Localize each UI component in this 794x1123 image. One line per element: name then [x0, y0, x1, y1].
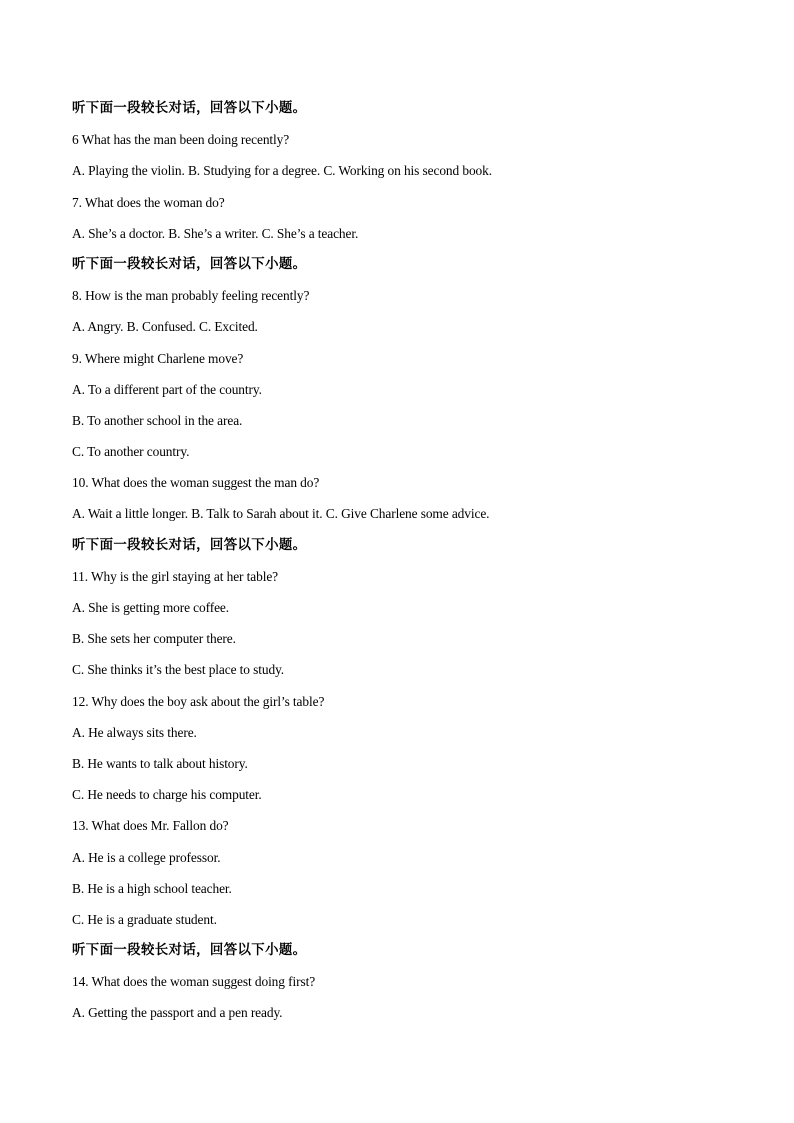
- answer-options: A. To a different part of the country.: [72, 381, 262, 397]
- answer-options: A. He is a college professor.: [72, 849, 221, 865]
- answer-options: B. He is a high school teacher.: [72, 880, 232, 896]
- answer-options: A. Getting the passport and a pen ready.: [72, 1005, 283, 1021]
- answer-options: A. She’s a doctor. B. She’s a writer. C. She’s a teacher.: [72, 225, 359, 241]
- answer-options: C. He needs to charge his computer.: [72, 787, 262, 803]
- section-heading: 听下面一段较长对话，回答以下小题。: [72, 537, 307, 553]
- section-heading: 听下面一段较长对话，回答以下小题。: [72, 101, 307, 116]
- answer-options: C. To another country.: [72, 444, 190, 460]
- answer-options: A. Angry. B. Confused. C. Excited.: [72, 319, 258, 335]
- answer-options: C. He is a graduate student.: [72, 911, 217, 927]
- answer-options: C. She thinks it’s the best place to study.: [72, 662, 285, 678]
- question-text: 11. Why is the girl staying at her table?: [72, 568, 279, 584]
- answer-options: A. He always sits there.: [72, 724, 197, 740]
- question-text: 12. Why does the boy ask about the girl’s table?: [72, 693, 325, 709]
- section-heading: 听下面一段较长对话，回答以下小题。: [72, 256, 307, 272]
- question-text: 7. What does the woman do?: [72, 194, 225, 210]
- answer-options: B. She sets her computer there.: [72, 631, 236, 647]
- question-text: 10. What does the woman suggest the man do?: [72, 475, 320, 491]
- question-text: 9. Where might Charlene move?: [72, 350, 244, 366]
- question-text: 13. What does Mr. Fallon do?: [72, 818, 229, 834]
- answer-options: B. To another school in the area.: [72, 412, 243, 428]
- answer-options: A. Wait a little longer. B. Talk to Sarah about it. C. Give Charlene some advice.: [72, 506, 490, 522]
- document-body: [72, 99, 722, 1035]
- section-heading: 听下面一段较长对话，回答以下小题。: [72, 943, 307, 959]
- answer-options: B. He wants to talk about history.: [72, 755, 248, 771]
- question-text: 14. What does the woman suggest doing first?: [72, 974, 316, 990]
- answer-options: A. She is getting more coffee.: [72, 600, 230, 615]
- question-text: 6 What has the man been doing recently?: [72, 132, 290, 148]
- answer-options: A. Playing the violin. B. Studying for a degree. C. Working on his second book.: [72, 163, 492, 179]
- question-text: 8. How is the man probably feeling recently?: [72, 288, 310, 304]
